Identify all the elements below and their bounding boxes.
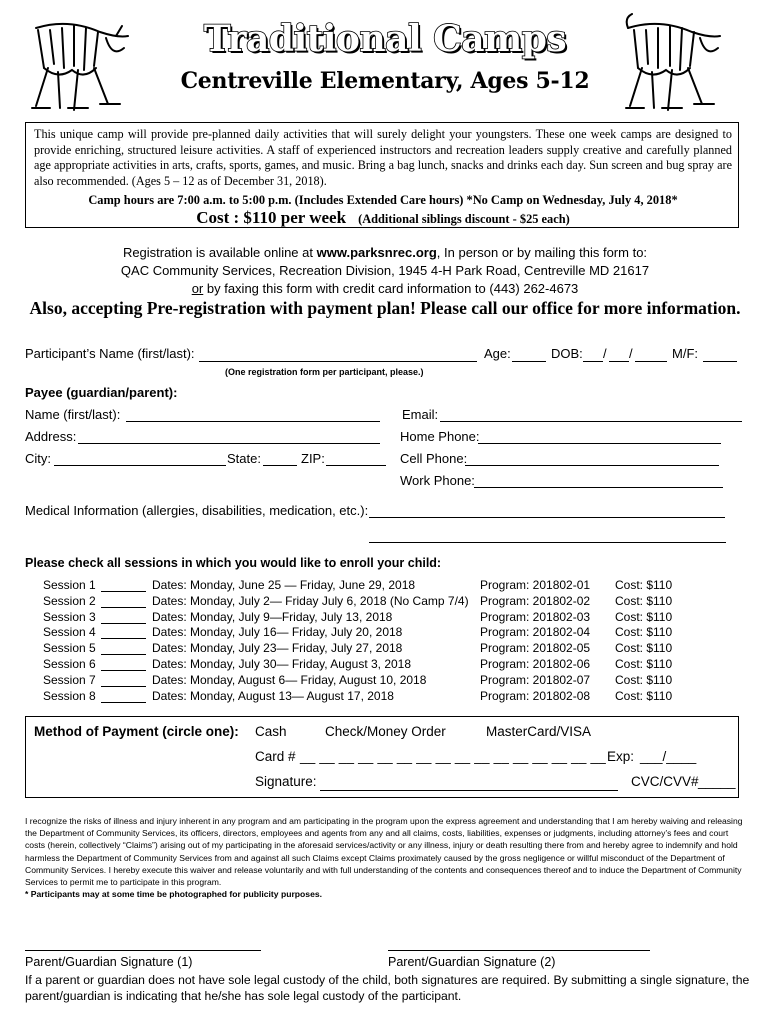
payment-check-option[interactable]: Check/Money Order — [325, 724, 446, 739]
registration-line-3 — [0, 281, 770, 296]
payee-heading: Payee (guardian/parent): — [25, 385, 178, 400]
city-field[interactable] — [54, 465, 226, 466]
payment-cash-option[interactable]: Cash — [255, 724, 287, 739]
session-label: Session 1 — [43, 578, 96, 592]
email-label: Email: — [402, 407, 439, 422]
registration-line-2: QAC Community Services, Recreation Division, 1945 4-H Park Road, Centreville MD 21617 — [120, 263, 650, 278]
payee-name-field[interactable] — [126, 421, 380, 422]
session-cost: Cost: $110 — [615, 641, 673, 656]
page-title: Traditional Camps — [203, 18, 567, 60]
session-dates: Dates: Monday, August 6— Friday, August 10, 2018 — [152, 672, 427, 687]
card-signature-field[interactable] — [320, 790, 618, 791]
session-program: Program: 201802-08 — [480, 688, 591, 703]
dob-year-field[interactable] — [635, 361, 667, 362]
waiver-text: I recognize the risks of illness and injury inherent in any program and am participating in the program upon the express agreement and understanding that I am hereby waiving and releasing the Department of Community Services, its officers, directors, employees and agents from any and all claims, costs, liabilities, expenses or judgments, including attorney’s fees and court costs (herein, collectively “Claims”) arising out of my participating in the aforesaid services/activity or any illness, injury or death resulting there from and hereby agree to indemnify and hold harmless the Department of Community Services from and against all such Claims except Claims proximately caused by the gross negligence or willful misconduct of the Department of Community Services. I hereby execute this waiver and release voluntarily and with full understanding of the contents and consequences thereof and to induce the Department of Community Services to permit me to participate in this program. — [25, 816, 743, 888]
guardian-signature-2-label: Parent/Guardian Signature (2) — [388, 955, 556, 969]
medical-label: Medical Information (allergies, disabilities, medication, etc.): — [25, 503, 369, 518]
session-cost: Cost: $110 — [615, 657, 673, 671]
session-check-field[interactable] — [101, 654, 146, 655]
email-field[interactable] — [440, 421, 742, 422]
website-link[interactable]: www.parksnrec.org — [316, 245, 437, 260]
session-check-field[interactable] — [101, 670, 146, 671]
session-check-field[interactable] — [101, 702, 146, 703]
expiry-label: Exp: — [607, 749, 635, 764]
session-dates: Dates: Monday, June 25 — Friday, June 29, 2018 — [152, 578, 416, 592]
state-label: State: — [227, 451, 261, 466]
session-cost: Cost: $110 — [615, 672, 673, 687]
one-form-note: (One registration form per participant, please.) — [225, 367, 424, 377]
session-label: Session 2 — [43, 593, 96, 608]
registration-line-1 — [0, 245, 770, 260]
session-label: Session 4 — [43, 625, 96, 640]
intro-text: This unique camp will provide pre-planned daily activities that will surely delight your youngsters. These one week camps are designed to provide enriching, structured leisure activities. A staff of experienced instructors and recreation leaders supply creative and carefully planned age appropriate activities in arts, crafts, sports, games, and music. Bring a bag lunch, snacks and drinks each day. Sun screen and bug spray are also recommended. (Ages 5 – 12 as of December 31, 2018). — [34, 127, 732, 188]
address-field[interactable] — [78, 443, 380, 444]
custody-note: If a parent or guardian does not have sole legal custody of the child, both signatures are required. By submitting a single signature, the parent/guardian is indicating that he/she has sole legal custody of the participant. — [25, 973, 750, 1003]
age-field[interactable] — [512, 361, 546, 362]
camp-hours: Camp hours are 7:00 a.m. to 5:00 p.m. (Includes Extended Care hours) *No Camp on Wednesday, July 4, 2018* — [88, 193, 678, 207]
address-label: Address: — [25, 429, 77, 444]
payment-method-label: Method of Payment (circle one): — [34, 724, 239, 739]
card-number-label: Card # — [255, 749, 296, 764]
session-dates: Dates: Monday, July 23— Friday, July 27, 2018 — [152, 641, 403, 656]
state-field[interactable] — [263, 465, 297, 466]
session-program: Program: 201802-06 — [480, 657, 591, 671]
guardian-signature-1-label: Parent/Guardian Signature (1) — [25, 955, 193, 969]
preregistration-notice: Also, accepting Pre-registration with payment plan! Please call our office for more information. — [29, 298, 741, 318]
payment-card-option[interactable]: MasterCard/VISA — [486, 724, 592, 739]
session-program: Program: 201802-04 — [480, 625, 591, 640]
session-check-field[interactable] — [101, 591, 146, 592]
session-check-field[interactable] — [101, 623, 146, 624]
cvc-label: CVC/CVV# — [631, 774, 699, 789]
dob-label: DOB: — [551, 346, 583, 361]
session-program: Program: 201802-02 — [480, 593, 591, 608]
session-label: Session 3 — [43, 609, 96, 624]
zip-field[interactable] — [326, 465, 386, 466]
photo-note: * Participants may at some time be photographed for publicity purposes. — [25, 889, 323, 900]
home-phone-field[interactable] — [478, 443, 721, 444]
session-program: Program: 201802-07 — [480, 672, 591, 687]
work-phone-label: Work Phone: — [400, 473, 475, 488]
cost-note: (Additional siblings discount - $25 each) — [358, 212, 570, 226]
sessions-heading: Please check all sessions in which you would like to enroll your child: — [25, 556, 442, 570]
expiry-field[interactable]: ___/____ — [640, 749, 697, 764]
dob-day-field[interactable] — [609, 361, 629, 362]
cost-line — [26, 208, 740, 228]
session-dates: Dates: Monday, August 13— August 17, 2018 — [152, 688, 394, 703]
dob-month-field[interactable] — [583, 361, 603, 362]
session-dates: Dates: Monday, July 16— Friday, July 20, 2018 — [152, 625, 403, 640]
dob-separator: / — [603, 346, 607, 361]
work-phone-field[interactable] — [474, 487, 723, 488]
session-program: Program: 201802-03 — [480, 609, 591, 624]
mf-field[interactable] — [703, 361, 737, 362]
home-phone-label: Home Phone: — [400, 429, 480, 444]
zip-label: ZIP: — [301, 451, 325, 466]
medical-field-line-2[interactable] — [369, 542, 726, 543]
session-label: Session 8 — [43, 688, 96, 703]
guardian-signature-1-field[interactable] — [25, 950, 261, 951]
card-number-field[interactable]: __ __ __ __ __ __ __ __ __ __ __ __ __ __ __ __ — [300, 749, 606, 764]
session-cost: Cost: $110 — [615, 688, 673, 703]
payee-name-label: Name (first/last): — [25, 407, 121, 422]
city-label: City: — [25, 451, 51, 466]
age-label: Age: — [484, 346, 511, 361]
cell-phone-label: Cell Phone: — [400, 451, 468, 466]
registration-text: , In person or by mailing this form to: — [436, 245, 648, 260]
session-check-field[interactable] — [101, 638, 146, 639]
session-cost: Cost: $110 — [615, 593, 673, 608]
registration-text: by faxing this form with credit card information to (443) 262-4673 — [203, 281, 579, 296]
registration-or: or — [191, 281, 204, 296]
session-cost: Cost: $110 — [615, 625, 673, 640]
session-label: Session 7 — [43, 672, 96, 687]
session-dates: Dates: Monday, July 9—Friday, July 13, 2018 — [152, 609, 393, 624]
session-dates: Dates: Monday, July 2— Friday July 6, 2018 (No Camp 7/4) — [152, 593, 469, 608]
session-dates: Dates: Monday, July 30— Friday, August 3, 2018 — [152, 657, 412, 671]
session-check-field[interactable] — [101, 686, 146, 687]
registration-text: Registration is available online at — [122, 245, 317, 260]
cell-phone-field[interactable] — [465, 465, 719, 466]
intro-box — [25, 122, 739, 228]
page-subtitle: Centreville Elementary, Ages 5-12 — [180, 68, 590, 94]
participant-name-label: Participant’s Name (first/last): — [25, 346, 195, 361]
cvc-field[interactable]: _____ — [698, 774, 736, 789]
session-label: Session 6 — [43, 657, 96, 671]
session-cost: Cost: $110 — [615, 609, 673, 624]
card-signature-label: Signature: — [255, 774, 317, 789]
session-program: Program: 201802-01 — [480, 578, 591, 592]
guardian-signature-2-field[interactable] — [388, 950, 650, 951]
waiver-block — [25, 815, 745, 900]
mf-label: M/F: — [672, 346, 698, 361]
cost-main: Cost : $110 per week — [196, 208, 347, 227]
session-check-field[interactable] — [101, 607, 146, 608]
dob-separator: / — [629, 346, 633, 361]
session-program: Program: 201802-05 — [480, 641, 591, 656]
medical-field-line-1[interactable] — [369, 517, 725, 518]
session-label: Session 5 — [43, 641, 96, 656]
participant-name-field[interactable] — [199, 361, 477, 362]
session-cost: Cost: $110 — [615, 578, 673, 592]
